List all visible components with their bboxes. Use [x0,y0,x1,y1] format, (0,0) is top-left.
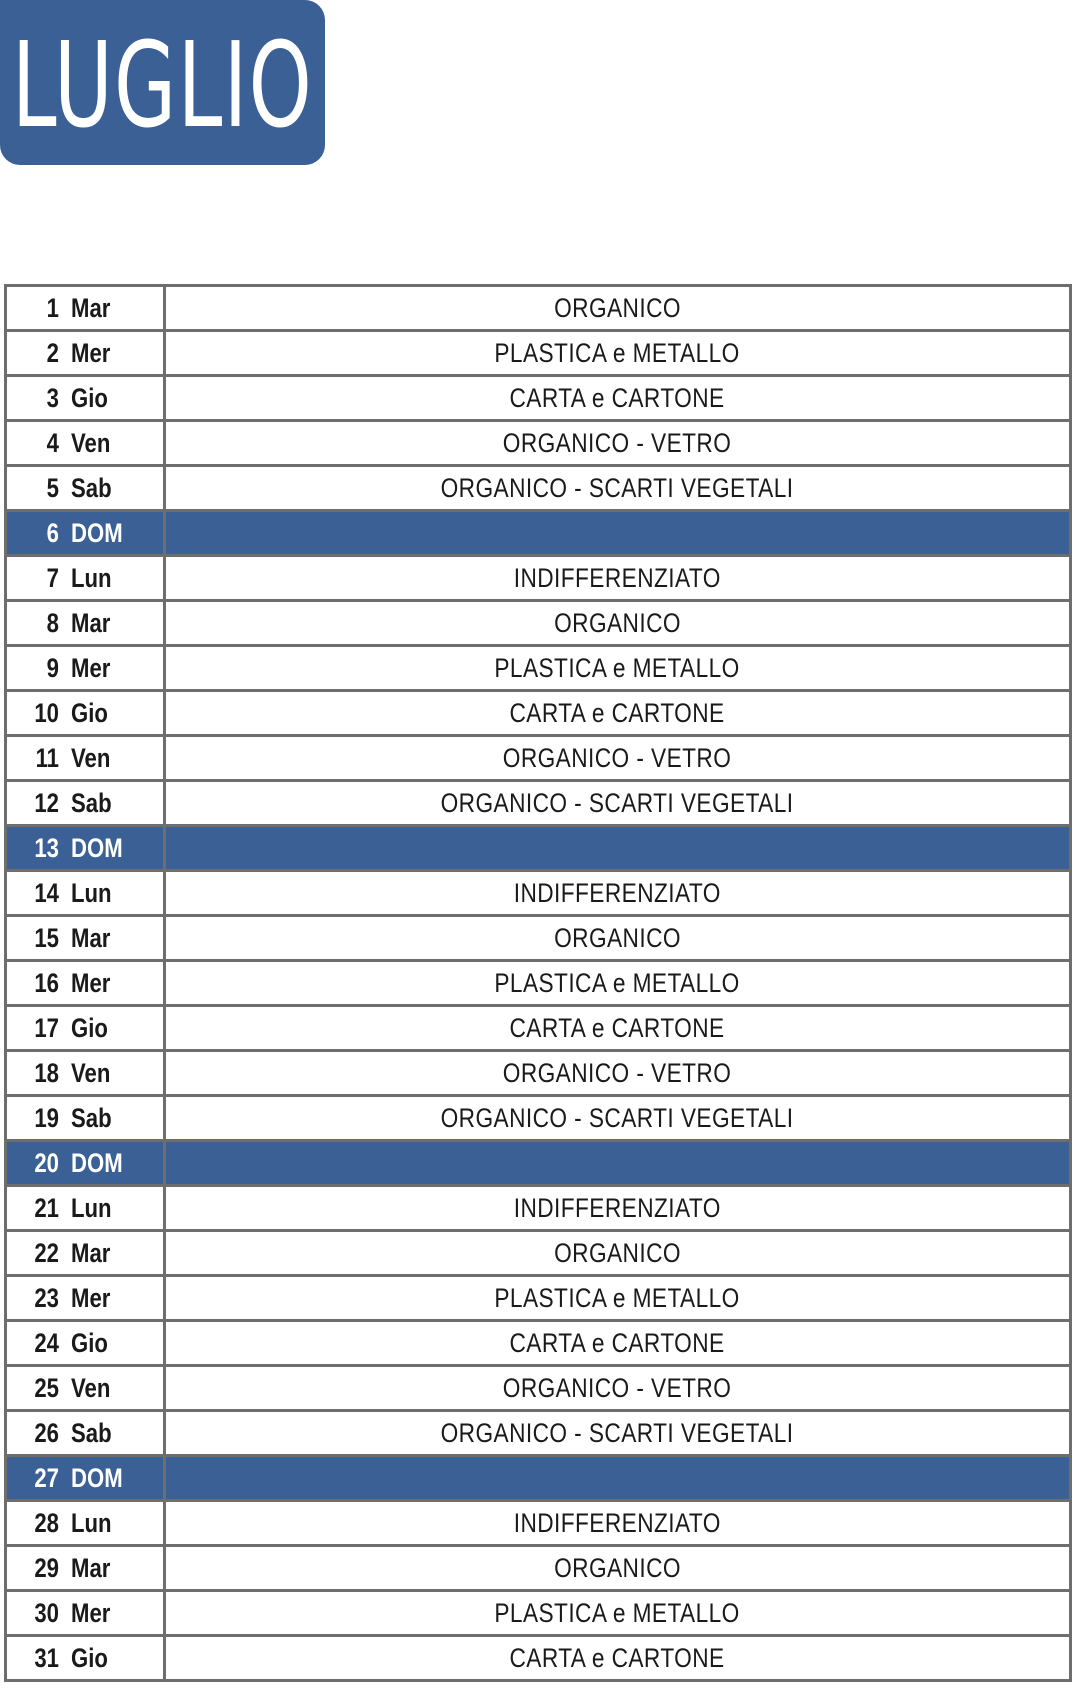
waste-type-label: PLASTICA e METALLO [494,1597,741,1628]
day-number: 31 [34,1642,59,1673]
waste-type-cell [165,781,1071,826]
day-cell [6,1321,165,1366]
day-cell [6,871,165,916]
day-cell [6,601,165,646]
waste-type-cell [165,1321,1071,1366]
day-cell [6,1636,165,1681]
waste-type-cell [165,1411,1071,1456]
day-label [7,962,163,1004]
day-number: 19 [34,1102,59,1133]
day-number: 24 [34,1327,59,1358]
weekday-name: Sab [71,787,112,818]
day-label [7,1142,163,1184]
day-cell [6,736,165,781]
day-label [7,917,163,959]
waste-type-cell [165,736,1071,781]
day-number: 30 [34,1597,59,1628]
waste-type-cell [165,376,1071,421]
waste-type-label: ORGANICO - SCARTI VEGETALI [441,1417,794,1448]
weekday-name: Mar [71,607,111,638]
day-number: 14 [34,877,59,908]
day-cell [6,466,165,511]
table-row [6,1276,1071,1321]
day-cell [6,511,165,556]
weekday-name: Mer [71,652,111,683]
table-row [6,1366,1071,1411]
day-cell [6,826,165,871]
weekday-name: DOM [71,517,123,548]
day-number: 15 [34,922,59,953]
day-cell [6,1096,165,1141]
table-row [6,961,1071,1006]
waste-type-label: ORGANICO [554,607,681,638]
table-row [6,1231,1071,1276]
table-row [6,1411,1071,1456]
table-row-sunday [6,826,1071,871]
table-row [6,736,1071,781]
day-cell [6,376,165,421]
day-number: 7 [46,562,59,593]
waste-type-label: ORGANICO [554,922,681,953]
waste-type-cell [165,1366,1071,1411]
day-number: 12 [34,787,59,818]
weekday-name: Gio [71,382,108,413]
waste-type-label: CARTA e CARTONE [509,1642,726,1673]
waste-type-label: ORGANICO - VETRO [503,742,732,773]
day-number: 18 [34,1057,59,1088]
day-label [7,602,163,644]
day-cell [6,331,165,376]
weekday-name: Ven [71,1372,111,1403]
waste-type-label: ORGANICO - SCARTI VEGETALI [441,1102,794,1133]
day-label [7,1277,163,1319]
waste-type-cell [165,871,1071,916]
waste-type-cell [165,1456,1071,1501]
table-row [6,1636,1071,1681]
waste-type-cell [165,691,1071,736]
waste-type-label: ORGANICO - VETRO [503,427,732,458]
table-row [6,1501,1071,1546]
weekday-name: Mar [71,292,111,323]
day-label [7,827,163,869]
day-cell [6,1276,165,1321]
waste-type-label: ORGANICO - VETRO [503,1372,732,1403]
day-number: 3 [46,382,59,413]
weekday-name: Gio [71,1642,108,1673]
day-number: 4 [46,427,59,458]
day-cell [6,1591,165,1636]
day-cell [6,1456,165,1501]
waste-type-cell [165,466,1071,511]
day-cell [6,781,165,826]
day-number: 28 [34,1507,59,1538]
day-label [7,1592,163,1634]
day-cell [6,1366,165,1411]
day-label [7,1502,163,1544]
day-number: 17 [34,1012,59,1043]
day-label [7,1007,163,1049]
waste-type-label: INDIFFERENZIATO [513,562,722,593]
weekday-name: Lun [71,1507,112,1538]
table-row [6,556,1071,601]
day-label [7,1412,163,1454]
waste-type-label: INDIFFERENZIATO [513,877,722,908]
weekday-name: Mer [71,1597,111,1628]
day-label [7,1097,163,1139]
weekday-name: Mar [71,1552,111,1583]
table-row-sunday [6,511,1071,556]
waste-type-cell [165,646,1071,691]
waste-type-cell [165,916,1071,961]
day-cell [6,691,165,736]
table-row [6,1006,1071,1051]
waste-type-label: ORGANICO [554,292,681,323]
table-row [6,1096,1071,1141]
day-number: 26 [34,1417,59,1448]
waste-type-cell [165,511,1071,556]
day-label [7,1637,163,1679]
day-cell [6,1141,165,1186]
day-label [7,1547,163,1589]
waste-type-label: ORGANICO - VETRO [503,1057,732,1088]
table-row [6,871,1071,916]
waste-type-label: ORGANICO - SCARTI VEGETALI [441,787,794,818]
weekday-name: Sab [71,1102,112,1133]
table-row [6,646,1071,691]
day-cell [6,1006,165,1051]
day-label [7,1052,163,1094]
waste-type-cell [165,1636,1071,1681]
day-cell [6,556,165,601]
weekday-name: Ven [71,1057,111,1088]
waste-type-cell [165,961,1071,1006]
weekday-name: Lun [71,877,112,908]
day-cell [6,1051,165,1096]
waste-type-label: CARTA e CARTONE [509,697,726,728]
day-label [7,512,163,554]
day-cell [6,286,165,331]
day-cell [6,1231,165,1276]
calendar-body [6,286,1071,1681]
day-number: 29 [34,1552,59,1583]
weekday-name: Gio [71,1327,108,1358]
day-number: 23 [34,1282,59,1313]
table-row [6,781,1071,826]
table-row [6,331,1071,376]
day-label [7,1322,163,1364]
day-label [7,422,163,464]
day-cell [6,1501,165,1546]
waste-type-cell [165,1231,1071,1276]
waste-type-cell [165,826,1071,871]
waste-type-cell [165,1591,1071,1636]
table-row [6,466,1071,511]
day-label [7,467,163,509]
day-cell [6,916,165,961]
waste-type-cell [165,1051,1071,1096]
waste-type-label: ORGANICO [554,1552,681,1583]
day-cell [6,646,165,691]
table-row-sunday [6,1456,1071,1501]
day-label [7,737,163,779]
waste-type-cell [165,601,1071,646]
table-row [6,376,1071,421]
waste-type-label: CARTA e CARTONE [509,1327,726,1358]
day-number: 25 [34,1372,59,1403]
waste-type-cell [165,421,1071,466]
waste-type-label: INDIFFERENZIATO [513,1507,722,1538]
day-label [7,1232,163,1274]
day-number: 6 [46,517,59,548]
day-number: 10 [34,697,59,728]
day-number: 22 [34,1237,59,1268]
day-number: 5 [46,472,59,503]
day-number: 20 [34,1147,59,1178]
table-row [6,1051,1071,1096]
day-number: 13 [34,832,59,863]
day-cell [6,1411,165,1456]
day-number: 11 [35,742,59,773]
table-row [6,1591,1071,1636]
day-label [7,1457,163,1499]
table-row-sunday [6,1141,1071,1186]
weekday-name: Mar [71,922,111,953]
waste-type-cell [165,331,1071,376]
day-label [7,557,163,599]
table-row [6,1186,1071,1231]
waste-type-cell [165,556,1071,601]
day-cell [6,961,165,1006]
waste-type-label: INDIFFERENZIATO [513,1192,722,1223]
day-label [7,332,163,374]
weekday-name: Mar [71,1237,111,1268]
waste-type-cell [165,1096,1071,1141]
weekday-name: Gio [71,1012,108,1043]
table-row [6,916,1071,961]
day-label [7,872,163,914]
table-row [6,1321,1071,1366]
day-cell [6,1186,165,1231]
weekday-name: Sab [71,1417,112,1448]
waste-type-label: PLASTICA e METALLO [494,1282,741,1313]
day-number: 8 [46,607,59,638]
day-number: 1 [46,292,59,323]
waste-type-cell [165,1501,1071,1546]
day-number: 16 [34,967,59,998]
waste-type-label: PLASTICA e METALLO [494,652,741,683]
waste-type-cell [165,1276,1071,1321]
day-label [7,287,163,329]
waste-type-cell [165,1141,1071,1186]
waste-type-cell [165,1006,1071,1051]
day-label [7,1187,163,1229]
waste-type-cell [165,1546,1071,1591]
day-label [7,377,163,419]
day-label [7,647,163,689]
weekday-name: Ven [71,742,111,773]
weekday-name: Lun [71,562,112,593]
weekday-name: DOM [71,1147,123,1178]
day-number: 2 [46,337,59,368]
table-row [6,601,1071,646]
day-label [7,1367,163,1409]
weekday-name: Mer [71,337,111,368]
waste-type-cell [165,1186,1071,1231]
weekday-name: Lun [71,1192,112,1223]
table-row [6,691,1071,736]
waste-type-label: PLASTICA e METALLO [494,967,741,998]
table-row [6,286,1071,331]
weekday-name: Ven [71,427,111,458]
waste-type-label: ORGANICO - SCARTI VEGETALI [441,472,794,503]
collection-calendar-table [4,284,1072,1682]
weekday-name: Mer [71,967,111,998]
day-label [7,782,163,824]
weekday-name: Sab [71,472,112,503]
day-number: 27 [34,1462,59,1493]
waste-type-cell [165,286,1071,331]
month-title: LUGLIO [11,15,314,154]
day-label [7,692,163,734]
day-number: 9 [46,652,59,683]
day-number: 21 [34,1192,59,1223]
day-cell [6,1546,165,1591]
weekday-name: DOM [71,832,123,863]
waste-type-label: CARTA e CARTONE [509,382,726,413]
waste-type-label: PLASTICA e METALLO [494,337,741,368]
waste-type-label: ORGANICO [554,1237,681,1268]
weekday-name: Mer [71,1282,111,1313]
day-cell [6,421,165,466]
weekday-name: Gio [71,697,108,728]
weekday-name: DOM [71,1462,123,1493]
table-row [6,1546,1071,1591]
waste-type-label: CARTA e CARTONE [509,1012,726,1043]
table-row [6,421,1071,466]
month-title-badge [0,0,325,165]
